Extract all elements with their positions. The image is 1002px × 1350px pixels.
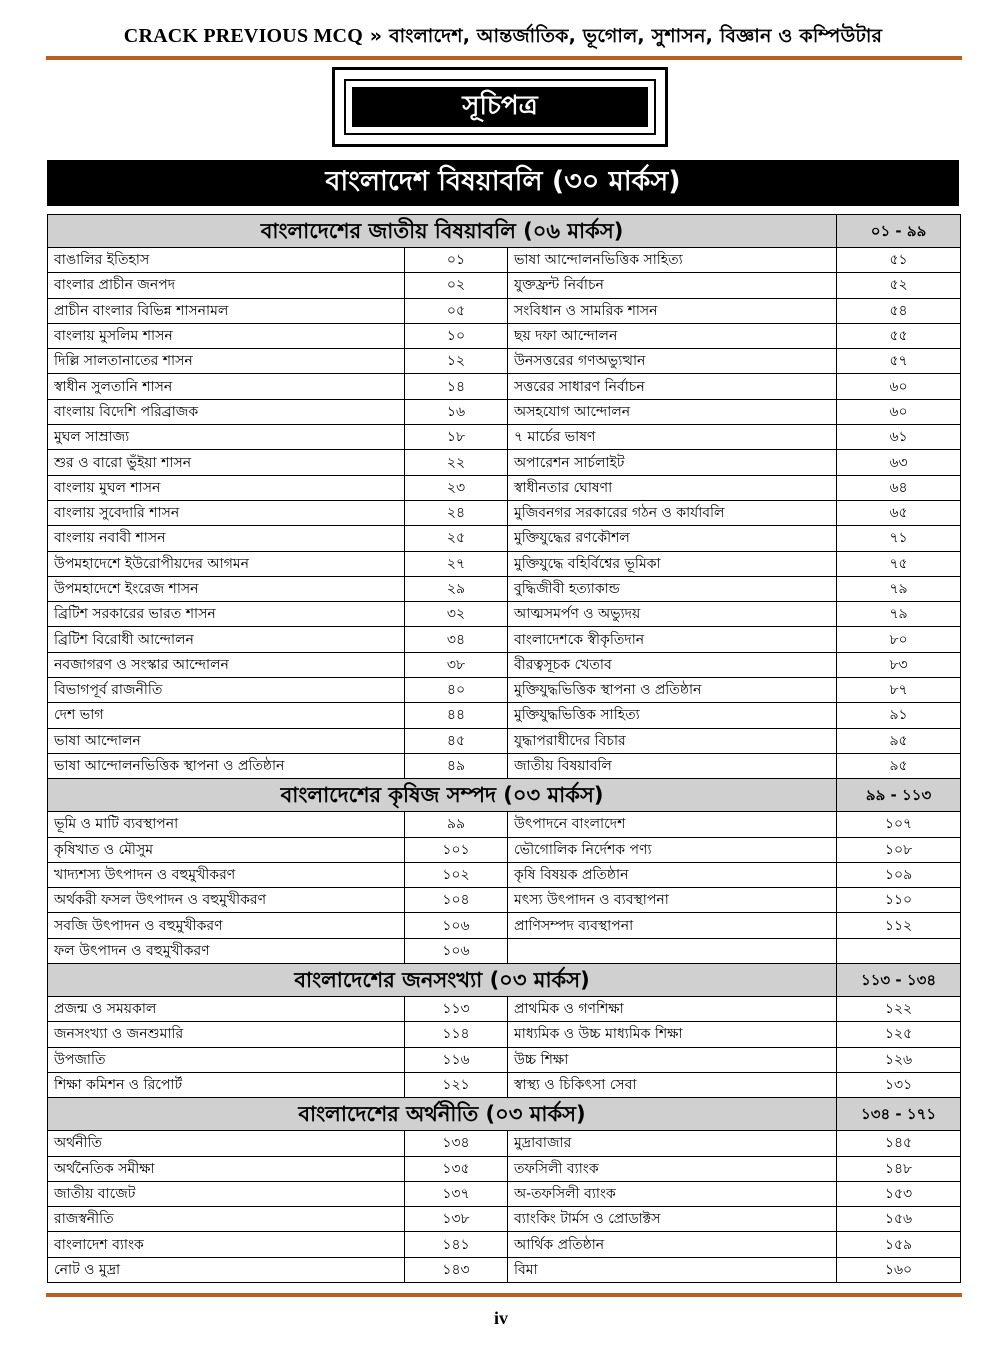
- topic-right: মুক্তিযুদ্ধের রণকৌশল: [508, 526, 837, 551]
- page-right: ১০৯: [837, 862, 961, 887]
- page-right: ১৬০: [837, 1257, 961, 1282]
- page-right: ১২২: [837, 997, 961, 1022]
- topic-right: উচ্চ শিক্ষা: [508, 1047, 837, 1072]
- toc-row: [48, 1047, 961, 1072]
- page-left: ১০৬: [405, 913, 508, 938]
- topic-left: উপমহাদেশে ইউরোপীয়দের আগমন: [48, 551, 405, 576]
- topic-left: উপজাতি: [48, 1047, 405, 1072]
- page-left: ৪৪: [405, 703, 508, 728]
- toc-row: [48, 323, 961, 348]
- toc-row: [48, 273, 961, 298]
- topic-right: বিমা: [508, 1257, 837, 1282]
- topic-left: অর্থনীতি: [48, 1131, 405, 1156]
- topic-left: ভাষা আন্দোলন: [48, 728, 405, 753]
- page-left: ১০১: [405, 837, 508, 862]
- toc-row: [48, 837, 961, 862]
- page-right: ১৪৮: [837, 1156, 961, 1181]
- page-right: ৬১: [837, 425, 961, 450]
- page-right: ৫২: [837, 273, 961, 298]
- topic-right: মুদ্রাবাজার: [508, 1131, 837, 1156]
- page-left: ১৪৩: [405, 1257, 508, 1282]
- toc-row: [48, 997, 961, 1022]
- toc-row: [48, 551, 961, 576]
- topic-right: অ-তফসিলী ব্যাংক: [508, 1181, 837, 1206]
- topic-left: উপমহাদেশে ইংরেজ শাসন: [48, 576, 405, 601]
- section-title: বাংলাদেশের কৃষিজ সম্পদ (০৩ মার্কস): [48, 779, 837, 812]
- toc-row: [48, 913, 961, 938]
- topic-right: জাতীয় বিষয়াবলি: [508, 753, 837, 778]
- topic-right: কৃষি বিষয়ক প্রতিষ্ঠান: [508, 862, 837, 887]
- page-right: ১৫৬: [837, 1207, 961, 1232]
- topic-right: সত্তরের সাধারণ নির্বাচন: [508, 374, 837, 399]
- toc-row: [48, 349, 961, 374]
- page-left: ১২: [405, 349, 508, 374]
- toc-row: [48, 1181, 961, 1206]
- topic-left: দিল্লি সালতানাতের শাসন: [48, 349, 405, 374]
- topic-left: অর্থনৈতিক সমীক্ষা: [48, 1156, 405, 1181]
- section-header-row: [48, 964, 961, 997]
- page-right: ১০৭: [837, 812, 961, 837]
- page-left: ৪০: [405, 678, 508, 703]
- section-title: বাংলাদেশের জাতীয় বিষয়াবলি (০৬ মার্কস): [48, 215, 837, 248]
- topic-right: মুক্তিযুদ্ধে বহির্বিশ্বের ভূমিকা: [508, 551, 837, 576]
- page-left: ১০৪: [405, 888, 508, 913]
- topic-right: যুক্তফ্রন্ট নির্বাচন: [508, 273, 837, 298]
- topic-left: ভাষা আন্দোলনভিত্তিক স্থাপনা ও প্রতিষ্ঠান: [48, 753, 405, 778]
- topic-right: ব্যাংকিং টার্মস ও প্রোডাক্টস: [508, 1207, 837, 1232]
- page-right: ১২৬: [837, 1047, 961, 1072]
- page-right: ৫৭: [837, 349, 961, 374]
- page-left: ৩৪: [405, 627, 508, 652]
- page-left: ১০২: [405, 862, 508, 887]
- toc-row: [48, 1022, 961, 1047]
- page-left: ২৯: [405, 576, 508, 601]
- section-header-row: [48, 215, 961, 248]
- page-right: ১৩১: [837, 1072, 961, 1097]
- topic-left: নোট ও মুদ্রা: [48, 1257, 405, 1282]
- page-right: ৬০: [837, 374, 961, 399]
- page-left: ১৩৮: [405, 1207, 508, 1232]
- toc-row: [48, 399, 961, 424]
- topic-right: প্রাণিসম্পদ ব্যবস্থাপনা: [508, 913, 837, 938]
- topic-left: বাংলায় মুসলিম শাসন: [48, 323, 405, 348]
- topic-left: বাংলার প্রাচীন জনপদ: [48, 273, 405, 298]
- topic-left: খাদ্যশস্য উৎপাদন ও বহুমুখীকরণ: [48, 862, 405, 887]
- section-title: বাংলাদেশের জনসংখ্যা (০৩ মার্কস): [48, 964, 837, 997]
- page-right: ৯৫: [837, 728, 961, 753]
- topic-left: প্রাচীন বাংলার বিভিন্ন শাসনামল: [48, 298, 405, 323]
- page-right: ৫৪: [837, 298, 961, 323]
- page-left: ১২১: [405, 1072, 508, 1097]
- topic-right: প্রাথমিক ও গণশিক্ষা: [508, 997, 837, 1022]
- page-right: ১১২: [837, 913, 961, 938]
- topic-right: ভাষা আন্দোলনভিত্তিক সাহিত্য: [508, 248, 837, 273]
- topic-left: বাংলায় বিদেশি পরিব্রাজক: [48, 399, 405, 424]
- page-right: ৬৫: [837, 500, 961, 525]
- page-left: ১৩৭: [405, 1181, 508, 1206]
- toc-row: [48, 938, 961, 963]
- topic-right: [508, 938, 837, 963]
- topic-right: বাংলাদেশকে স্বীকৃতিদান: [508, 627, 837, 652]
- section-title: বাংলাদেশের অর্থনীতি (০৩ মার্কস): [48, 1098, 837, 1131]
- page-left: ১৪১: [405, 1232, 508, 1257]
- topic-right: স্বাধীনতার ঘোষণা: [508, 475, 837, 500]
- topic-right: অসহযোগ আন্দোলন: [508, 399, 837, 424]
- topic-right: ছয় দফা আন্দোলন: [508, 323, 837, 348]
- topic-right: স্বাস্থ্য ও চিকিৎসা সেবা: [508, 1072, 837, 1097]
- toc-row: [48, 1131, 961, 1156]
- page-right: ১০৮: [837, 837, 961, 862]
- topic-right: আত্মসমর্পণ ও অভ্যুদয়: [508, 602, 837, 627]
- topic-left: শিক্ষা কমিশন ও রিপোর্ট: [48, 1072, 405, 1097]
- topic-right: ৭ মার্চের ভাষণ: [508, 425, 837, 450]
- page-right: ১৫৩: [837, 1181, 961, 1206]
- page-right: ১৫৯: [837, 1232, 961, 1257]
- page-right: ১১০: [837, 888, 961, 913]
- book-title: CRACK PREVIOUS MCQ: [123, 25, 363, 47]
- page-right: ৯৫: [837, 753, 961, 778]
- page-right: ৮৭: [837, 678, 961, 703]
- topic-right: মুক্তিযুদ্ধভিত্তিক স্থাপনা ও প্রতিষ্ঠান: [508, 678, 837, 703]
- page-right: [837, 938, 961, 963]
- header-subjects: বাংলাদেশ, আন্তর্জাতিক, ভূগোল, সুশাসন, বিজ্ঞান ও কম্পিউটার: [389, 25, 883, 47]
- section-header-row: [48, 1098, 961, 1131]
- toc-row: [48, 703, 961, 728]
- topic-right: ভৌগোলিক নির্দেশক পণ্য: [508, 837, 837, 862]
- topic-left: বাঙালির ইতিহাস: [48, 248, 405, 273]
- page-right: ৮০: [837, 627, 961, 652]
- toc-row: [48, 862, 961, 887]
- section-page-range: ৯৯ - ১১৩: [837, 779, 961, 812]
- topic-left: ফল উৎপাদন ও বহুমুখীকরণ: [48, 938, 405, 963]
- page-left: ১১৬: [405, 1047, 508, 1072]
- topic-left: বাংলায় মুঘল শাসন: [48, 475, 405, 500]
- title-frame: [332, 67, 668, 147]
- section-page-range: ০১ - ৯৯: [837, 215, 961, 248]
- running-header: [46, 22, 960, 54]
- toc-row: [48, 1207, 961, 1232]
- topic-right: উৎপাদনে বাংলাদেশ: [508, 812, 837, 837]
- page-left: ০৫: [405, 298, 508, 323]
- page-right: ৫৫: [837, 323, 961, 348]
- toc-row: [48, 728, 961, 753]
- toc-row: [48, 1257, 961, 1282]
- header-rule: [46, 56, 962, 60]
- topic-right: সংবিধান ও সামরিক শাসন: [508, 298, 837, 323]
- page-left: ২৫: [405, 526, 508, 551]
- topic-right: যুদ্ধাপরাধীদের বিচার: [508, 728, 837, 753]
- toc-row: [48, 576, 961, 601]
- toc-row: [48, 1072, 961, 1097]
- page-left: ৩২: [405, 602, 508, 627]
- topic-left: বাংলাদেশ ব্যাংক: [48, 1232, 405, 1257]
- topic-left: ভূমি ও মাটি ব্যবস্থাপনা: [48, 812, 405, 837]
- toc-row: [48, 248, 961, 273]
- page-right: ১৪৫: [837, 1131, 961, 1156]
- topic-right: মুজিবনগর সরকারের গঠন ও কার্যাবলি: [508, 500, 837, 525]
- page-right: ৫১: [837, 248, 961, 273]
- topic-left: শুর ও বারো ভুঁইয়া শাসন: [48, 450, 405, 475]
- page-right: ৮৩: [837, 652, 961, 677]
- topic-right: মাধ্যমিক ও উচ্চ মাধ্যমিক শিক্ষা: [508, 1022, 837, 1047]
- topic-left: জনসংখ্যা ও জনশুমারি: [48, 1022, 405, 1047]
- topic-right: আর্থিক প্রতিষ্ঠান: [508, 1232, 837, 1257]
- page-right: ৬৪: [837, 475, 961, 500]
- toc-row: [48, 475, 961, 500]
- page-right: ৭৯: [837, 602, 961, 627]
- page-left: ৩৮: [405, 652, 508, 677]
- toc-row: [48, 500, 961, 525]
- page-left: ১১৩: [405, 997, 508, 1022]
- page-left: ২৩: [405, 475, 508, 500]
- page-left: ১১৪: [405, 1022, 508, 1047]
- page-title: সূচিপত্র: [352, 87, 648, 127]
- topic-left: মুঘল সাম্রাজ্য: [48, 425, 405, 450]
- page-left: ১০: [405, 323, 508, 348]
- topic-right: মৎস্য উৎপাদন ও ব্যবস্থাপনা: [508, 888, 837, 913]
- topic-left: বাংলায় নবাবী শাসন: [48, 526, 405, 551]
- page-left: ২২: [405, 450, 508, 475]
- page-right: ৬০: [837, 399, 961, 424]
- page-right: ৭৯: [837, 576, 961, 601]
- toc-row: [48, 298, 961, 323]
- topic-right: মুক্তিযুদ্ধভিত্তিক সাহিত্য: [508, 703, 837, 728]
- header-separator: »: [369, 25, 383, 47]
- page-left: ৯৯: [405, 812, 508, 837]
- topic-left: ব্রিটিশ বিরোধী আন্দোলন: [48, 627, 405, 652]
- toc-row: [48, 425, 961, 450]
- page-left: ১৮: [405, 425, 508, 450]
- topic-left: প্রজন্ম ও সময়কাল: [48, 997, 405, 1022]
- topic-left: বাংলায় সুবেদারি শাসন: [48, 500, 405, 525]
- topic-right: বীরত্বসূচক খেতাব: [508, 652, 837, 677]
- toc-table: [47, 214, 961, 1283]
- topic-right: বুদ্ধিজীবী হত্যাকান্ড: [508, 576, 837, 601]
- toc-row: [48, 374, 961, 399]
- page-right: ৭১: [837, 526, 961, 551]
- page-right: ৯১: [837, 703, 961, 728]
- section-page-range: ১৩৪ - ১৭১: [837, 1098, 961, 1131]
- topic-left: কৃষিখাত ও মৌসুম: [48, 837, 405, 862]
- toc-row: [48, 753, 961, 778]
- topic-left: দেশ ভাগ: [48, 703, 405, 728]
- page-left: ১৩৫: [405, 1156, 508, 1181]
- page-left: ০২: [405, 273, 508, 298]
- page-right: ৬৩: [837, 450, 961, 475]
- page-left: ০১: [405, 248, 508, 273]
- page-left: ১৬: [405, 399, 508, 424]
- page-left: ১৪: [405, 374, 508, 399]
- toc-row: [48, 450, 961, 475]
- toc-row: [48, 1232, 961, 1257]
- section-page-range: ১১৩ - ১৩৪: [837, 964, 961, 997]
- footer-rule: [46, 1293, 962, 1297]
- topic-left: জাতীয় বাজেট: [48, 1181, 405, 1206]
- topic-left: ব্রিটিশ সরকারের ভারত শাসন: [48, 602, 405, 627]
- topic-left: রাজস্বনীতি: [48, 1207, 405, 1232]
- topic-left: অর্থকরী ফসল উৎপাদন ও বহুমুখীকরণ: [48, 888, 405, 913]
- page-left: ১৩৪: [405, 1131, 508, 1156]
- topic-left: স্বাধীন সুলতানি শাসন: [48, 374, 405, 399]
- toc-row: [48, 627, 961, 652]
- topic-left: সবজি উৎপাদন ও বহুমুখীকরণ: [48, 913, 405, 938]
- toc-row: [48, 678, 961, 703]
- toc-row: [48, 1156, 961, 1181]
- toc-row: [48, 812, 961, 837]
- topic-left: নবজাগরণ ও সংস্কার আন্দোলন: [48, 652, 405, 677]
- page-left: ১০৬: [405, 938, 508, 963]
- topic-left: বিভাগপূর্ব রাজনীতি: [48, 678, 405, 703]
- topic-right: উনসত্তরের গণঅভ্যুত্থান: [508, 349, 837, 374]
- page-left: ২৪: [405, 500, 508, 525]
- main-section-banner: বাংলাদেশ বিষয়াবলি (৩০ মার্কস): [47, 160, 959, 206]
- toc-row: [48, 652, 961, 677]
- page-left: ২৭: [405, 551, 508, 576]
- page-right: ১২৫: [837, 1022, 961, 1047]
- page-right: ৭৫: [837, 551, 961, 576]
- page-left: ৪৫: [405, 728, 508, 753]
- topic-right: অপারেশন সার্চলাইট: [508, 450, 837, 475]
- toc-row: [48, 888, 961, 913]
- page-left: ৪৯: [405, 753, 508, 778]
- toc-row: [48, 602, 961, 627]
- toc-row: [48, 526, 961, 551]
- topic-right: তফসিলী ব্যাংক: [508, 1156, 837, 1181]
- page-number: iv: [493, 1308, 508, 1328]
- section-header-row: [48, 779, 961, 812]
